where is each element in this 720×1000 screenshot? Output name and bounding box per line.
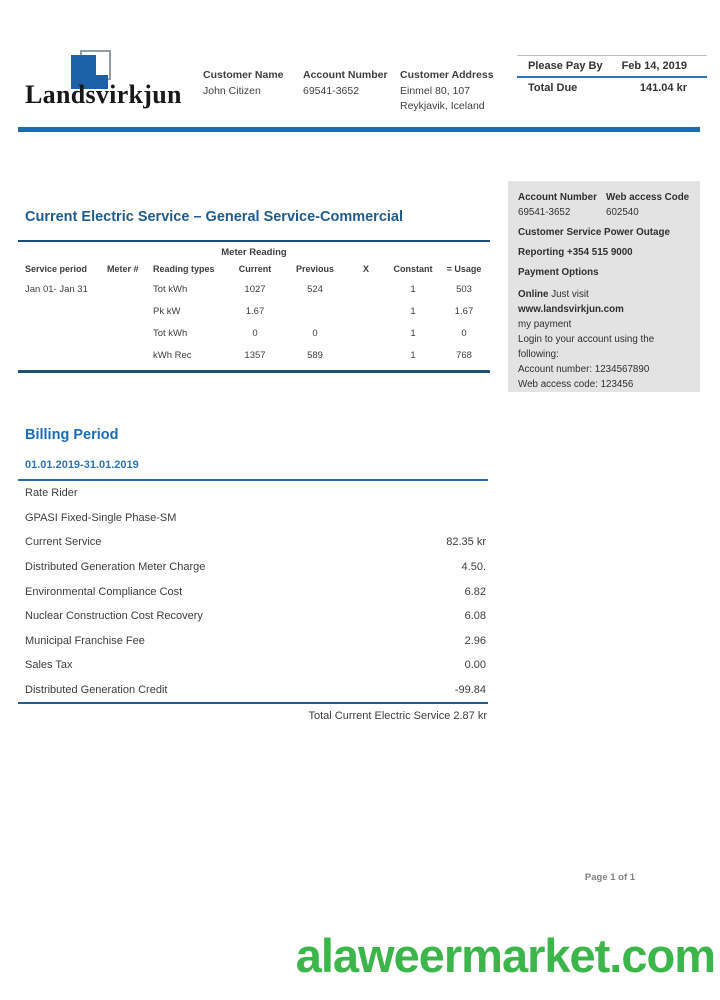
charge-label: Sales Tax bbox=[25, 659, 73, 672]
my-payment-line: my payment bbox=[518, 319, 572, 330]
charge-row bbox=[18, 604, 488, 629]
sidebar-web-access-value: 602540 bbox=[606, 207, 639, 218]
table-cell bbox=[18, 323, 100, 345]
charge-amount: 2.96 bbox=[464, 634, 486, 647]
table-cell: 1357 bbox=[244, 350, 266, 361]
table-cell bbox=[100, 323, 146, 345]
charge-label: Distributed Generation Credit bbox=[25, 684, 168, 697]
website-url: www.landsvirkjun.com bbox=[518, 304, 624, 315]
sample-account-number: Account number: 1234567890 bbox=[518, 364, 650, 375]
table-cell bbox=[18, 345, 100, 367]
col-previous: Previous bbox=[295, 264, 335, 274]
rate-plan-label: GPASI Fixed-Single Phase-SM bbox=[25, 511, 177, 524]
charge-label: Municipal Franchise Fee bbox=[25, 634, 145, 647]
table-cell: Tot kWh bbox=[153, 328, 188, 339]
table-cell bbox=[286, 301, 344, 323]
table-cell bbox=[18, 301, 100, 323]
table-cell: 1 bbox=[410, 350, 416, 361]
col-constant: Constant bbox=[393, 264, 433, 274]
account-number-value: 69541-3652 bbox=[303, 84, 360, 97]
company-name: Landsvirkjun bbox=[25, 80, 182, 109]
table-cell bbox=[344, 279, 388, 301]
customer-address-block bbox=[400, 68, 494, 115]
page-indicator: Page 1 of 1 bbox=[584, 872, 636, 883]
table-cell: 524 bbox=[307, 284, 323, 295]
watermark-text: alaweermarket.com bbox=[295, 929, 715, 982]
total-due-label: Total Due bbox=[528, 82, 578, 94]
payment-options-label: Payment Options bbox=[518, 267, 599, 278]
charge-label: Environmental Compliance Cost bbox=[25, 585, 183, 598]
total-due-value: 141.04 kr bbox=[639, 82, 687, 94]
table-cell: 768 bbox=[456, 350, 472, 361]
billing-period-dates: 01.01.2019-31.01.2019 bbox=[25, 459, 139, 471]
table-cell: 1.67 bbox=[245, 306, 265, 317]
table-cell: 503 bbox=[456, 284, 472, 295]
login-line-1: Login to your account using the bbox=[518, 334, 655, 345]
charge-label: Nuclear Construction Cost Recovery bbox=[25, 610, 203, 623]
header-divider-bar bbox=[18, 127, 700, 132]
customer-name-label: Customer Name bbox=[203, 69, 284, 81]
customer-address-line2: Reykjavik, Iceland bbox=[400, 100, 485, 112]
account-info-sidebar bbox=[508, 181, 700, 392]
sidebar-account-number-label: Account Number bbox=[518, 192, 597, 203]
table-cell: Jan 01- Jan 31 bbox=[25, 284, 88, 295]
table-cell bbox=[344, 345, 388, 367]
charge-amount: -99.84 bbox=[454, 684, 486, 697]
table-cell bbox=[100, 301, 146, 323]
sidebar-values-row bbox=[518, 207, 690, 218]
payment-instructions bbox=[518, 287, 690, 392]
charge-row bbox=[18, 653, 488, 678]
online-line bbox=[518, 287, 690, 317]
charge-amount: 0.00 bbox=[464, 659, 486, 672]
table-cell: 1 bbox=[410, 306, 416, 317]
table-cell bbox=[100, 279, 146, 301]
charge-row bbox=[18, 629, 488, 654]
table-cell: 589 bbox=[307, 350, 323, 361]
charge-row bbox=[18, 579, 488, 604]
online-text: Just visit bbox=[548, 289, 589, 300]
account-number-block bbox=[303, 68, 388, 99]
charge-amount: 6.08 bbox=[464, 610, 486, 623]
col-usage: = Usage bbox=[446, 264, 482, 274]
pay-by-label: Please Pay By bbox=[528, 60, 603, 72]
billing-period-title: Billing Period bbox=[25, 427, 119, 443]
customer-name-block bbox=[203, 68, 284, 99]
pay-by-box bbox=[517, 55, 707, 98]
table-cell: 1 bbox=[410, 284, 416, 295]
outage-reporting-phone: Reporting +354 515 9000 bbox=[518, 247, 633, 258]
charge-row bbox=[18, 530, 488, 555]
charge-row bbox=[18, 678, 488, 703]
customer-address-label: Customer Address bbox=[400, 69, 494, 81]
sidebar-header-row bbox=[518, 192, 690, 203]
customer-address-line1: Einmel 80, 107 bbox=[400, 84, 471, 97]
account-number-label: Account Number bbox=[303, 69, 388, 81]
charge-label: Distributed Generation Meter Charge bbox=[25, 561, 206, 574]
charge-amount: 4.50. bbox=[461, 561, 486, 574]
col-reading-types: Reading types bbox=[153, 264, 215, 274]
total-due-row bbox=[517, 78, 707, 98]
table-cell bbox=[100, 345, 146, 367]
table-cell bbox=[344, 323, 388, 345]
pay-by-date: Feb 14, 2019 bbox=[621, 60, 687, 72]
col-meter-number: Meter # bbox=[107, 264, 139, 274]
table-cell bbox=[344, 301, 388, 323]
rate-rider-label: Rate Rider bbox=[25, 487, 78, 500]
charge-amount: 6.82 bbox=[464, 585, 486, 598]
col-service-period: Service period bbox=[25, 264, 88, 274]
charge-row bbox=[18, 555, 488, 580]
col-x: X bbox=[362, 264, 369, 274]
meter-table-grid bbox=[18, 261, 490, 367]
charge-amount: 82.35 kr bbox=[446, 536, 486, 549]
table-cell: 1 bbox=[410, 328, 416, 339]
table-cell: 1027 bbox=[244, 284, 266, 295]
table-cell: 0 bbox=[252, 328, 258, 339]
table-cell: 0 bbox=[461, 328, 467, 339]
pay-by-row bbox=[517, 56, 707, 78]
customer-service-line: Customer Service Power Outage bbox=[518, 227, 670, 238]
table-cell: Tot kWh bbox=[153, 284, 188, 295]
table-cell: 0 bbox=[312, 328, 318, 339]
meter-reading-group-header: Meter Reading bbox=[221, 247, 287, 258]
sample-web-access-code: Web access code: 123456 bbox=[518, 379, 634, 390]
rate-rider-row bbox=[18, 481, 488, 506]
customer-name-value: John Citizen bbox=[203, 84, 261, 97]
sidebar-account-number-value: 69541-3652 bbox=[518, 207, 571, 218]
rate-plan-row bbox=[18, 506, 488, 531]
section-title-current-electric-service: Current Electric Service – General Service-Commercial bbox=[25, 209, 403, 225]
online-label: Online bbox=[518, 289, 549, 300]
total-current-electric-service: Total Current Electric Service 2.87 kr bbox=[308, 710, 487, 723]
login-line-2: following: bbox=[518, 349, 559, 360]
sidebar-web-access-label: Web access Code bbox=[606, 192, 690, 203]
col-current: Current bbox=[238, 264, 272, 274]
charge-label: Current Service bbox=[25, 536, 102, 549]
table-cell: kWh Rec bbox=[153, 350, 192, 361]
billing-charges-table bbox=[18, 479, 488, 722]
table-bottom-rule bbox=[18, 370, 490, 373]
table-cell: Pk kW bbox=[153, 306, 181, 317]
meter-reading-table bbox=[18, 240, 490, 373]
table-cell: 1.67 bbox=[454, 306, 474, 317]
